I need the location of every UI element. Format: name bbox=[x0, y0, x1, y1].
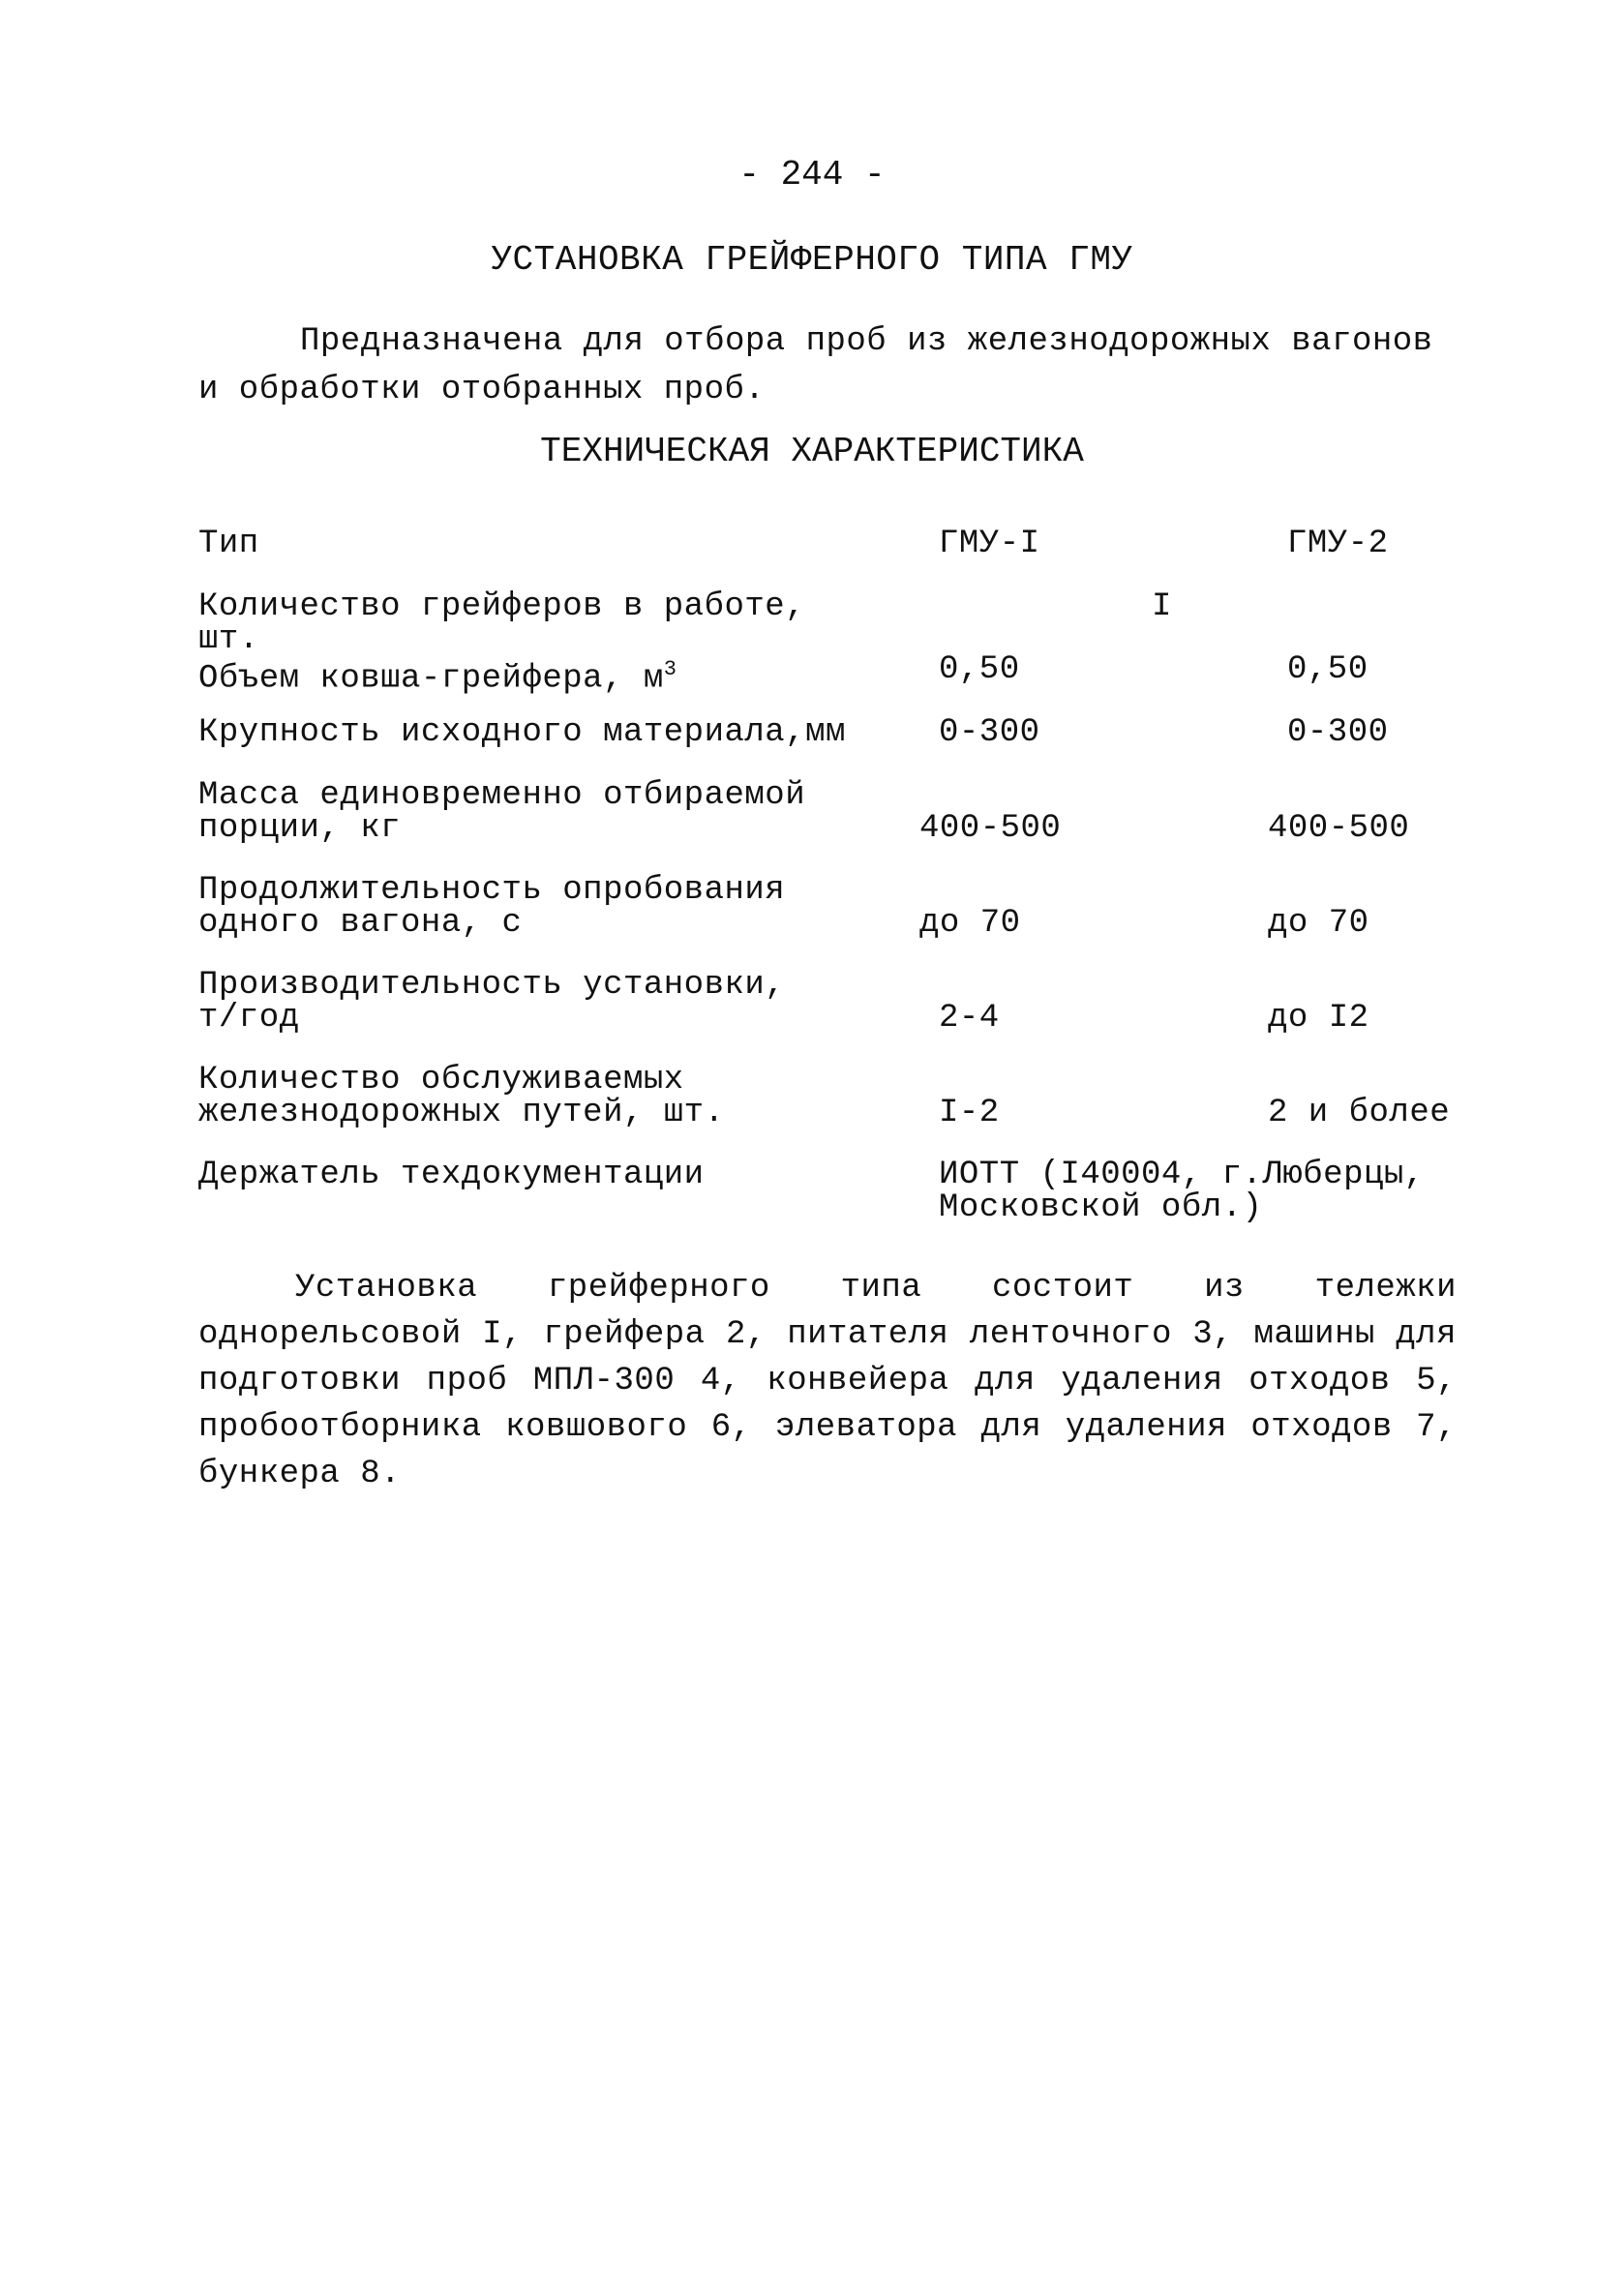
document-title: УСТАНОВКА ГРЕЙФЕРНОГО ТИПА ГМУ bbox=[491, 240, 1133, 280]
row-value-gmu2: 400-500 bbox=[1268, 810, 1410, 847]
row-value-gmu2: до I2 bbox=[1268, 1000, 1369, 1037]
row-value-gmu2: 2 и более bbox=[1268, 1095, 1451, 1131]
row-value-shared: I bbox=[1152, 588, 1172, 625]
row-value-gmu1: 0-300 bbox=[939, 714, 1040, 751]
row-value-gmu1: I-2 bbox=[939, 1095, 1000, 1131]
row-value-gmu2: до 70 bbox=[1268, 905, 1369, 942]
row-label: Количество обслуживаемых железнодорожных путей, шт. bbox=[198, 1062, 725, 1131]
spec-heading: ТЕХНИЧЕСКАЯ ХАРАКТЕРИСТИКА bbox=[540, 432, 1084, 471]
row-label: Продолжительность опробования одного вагона, с bbox=[198, 872, 786, 942]
row-label-superscript: 3 bbox=[663, 657, 677, 681]
row-label: Держатель техдокументации bbox=[198, 1157, 705, 1193]
row-label: Количество грейферов в работе, шт. bbox=[198, 588, 806, 658]
row-value-holder: ИОТТ (I40004, г.Люберцы, Московской обл.) bbox=[939, 1157, 1425, 1226]
row-label: Масса единовременно отбираемой порции, кг bbox=[198, 777, 806, 847]
row-label: Крупность исходного материала,мм bbox=[198, 714, 846, 751]
row-label bbox=[198, 653, 876, 698]
row-label: Производительность установки, т/год bbox=[198, 967, 786, 1037]
row-value-gmu2: 0,50 bbox=[1287, 651, 1368, 688]
header-col-gmu2: ГМУ-2 bbox=[1287, 526, 1389, 562]
row-value-gmu1: 0,50 bbox=[939, 651, 1020, 688]
row-value-gmu1: до 70 bbox=[919, 905, 1021, 942]
row-value-gmu1: 400-500 bbox=[919, 810, 1062, 847]
header-type-label: Тип bbox=[198, 526, 259, 562]
row-label-text: Объем ковша-грейфера, м bbox=[198, 660, 664, 698]
header-col-gmu1: ГМУ-I bbox=[939, 526, 1040, 562]
page-number: - 244 - bbox=[738, 155, 886, 195]
intro-paragraph bbox=[198, 317, 1457, 414]
closing-paragraph: Установка грейферного типа состоит из тележки однорельсовой I, грейфера 2, питателя ленточного 3, машины для подготовки проб МПЛ-300 4, конвейера для удаления отходов 5, пробоотборника ковшового 6, элеватора для удаления отходов 7, бункера 8. bbox=[198, 1270, 1457, 1492]
row-value-gmu1: 2-4 bbox=[939, 1000, 1000, 1037]
row-value-gmu2: 0-300 bbox=[1287, 714, 1389, 751]
intro-text: Предназначена для отбора проб из железнодорожных вагонов и обработки отобранных проб. bbox=[198, 323, 1433, 408]
